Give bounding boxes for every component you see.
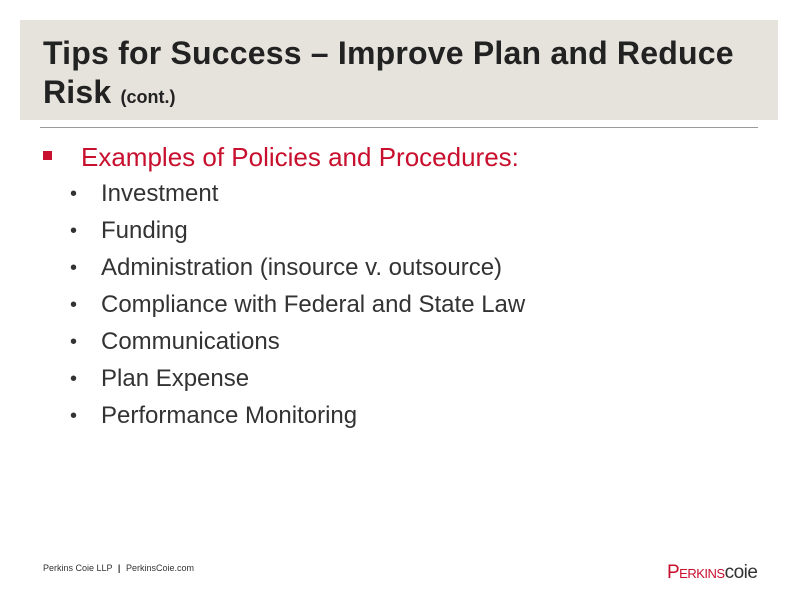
slide-title xyxy=(43,34,800,117)
footer xyxy=(43,562,194,574)
slide-title-suffix: (cont.) xyxy=(120,87,176,107)
footer-website: PerkinsCoie.com xyxy=(125,563,194,573)
footer-separator: | xyxy=(117,563,121,573)
list-item-text: Compliance with Federal and State Law xyxy=(101,291,526,318)
bullet-icon: • xyxy=(70,405,78,427)
section-heading: Examples of Policies and Procedures: xyxy=(81,142,519,172)
slide-title-main: Tips for Success – Improve Plan and Reduce Risk xyxy=(43,35,734,110)
logo-part-coie: coie xyxy=(724,562,758,583)
bullet-icon: • xyxy=(70,368,78,390)
title-divider xyxy=(40,127,758,128)
list-item xyxy=(70,216,770,246)
list-item xyxy=(70,179,770,209)
list-item xyxy=(70,253,770,283)
bullet-icon: • xyxy=(70,331,78,353)
section-heading-item xyxy=(43,140,763,174)
list-item-text: Performance Monitoring xyxy=(101,402,358,429)
list-item-text: Communications xyxy=(101,328,280,355)
list-item xyxy=(70,290,770,320)
list-item-text: Funding xyxy=(101,217,188,244)
bullet-icon: • xyxy=(70,220,78,242)
list-item-text: Administration (insource v. outsource) xyxy=(101,254,503,281)
list-item xyxy=(70,401,770,431)
bullet-icon: • xyxy=(70,257,78,279)
list-item xyxy=(70,364,770,394)
bullet-icon: • xyxy=(70,183,78,205)
bullet-icon: • xyxy=(70,294,78,316)
list-item-text: Plan Expense xyxy=(101,365,250,392)
list-item xyxy=(70,327,770,357)
logo-part-perkins: Perkins xyxy=(667,562,725,583)
perkins-coie-logo xyxy=(667,561,757,584)
square-bullet-icon xyxy=(43,151,52,160)
list-item-text: Investment xyxy=(101,180,219,207)
footer-firm: Perkins Coie LLP xyxy=(43,563,113,573)
